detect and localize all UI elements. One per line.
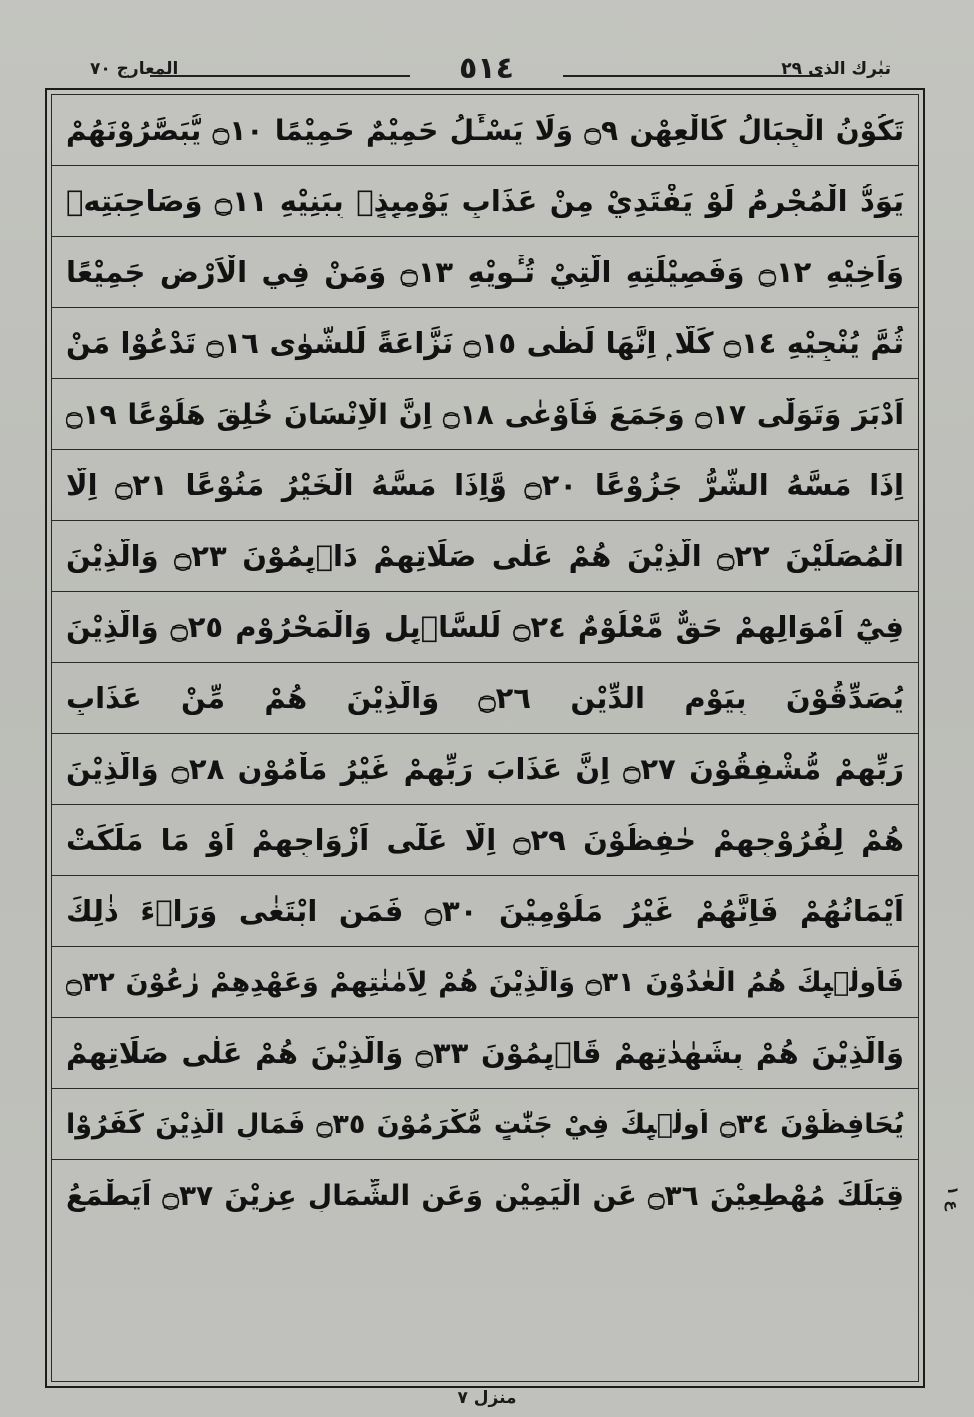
page-number: ٥١٤ [459, 51, 514, 86]
text-line-10 [52, 734, 918, 805]
text-line-7-text: الْمُصَلِّيْنَ ۝٢٢ الَّذِيْنَ هُمْ عَلٰى صَلَاتِهِمْ دَاۗىِٕمُوْنَ ۝٢٣ وَالَّذِيْنَ [66, 539, 904, 573]
page-header [40, 51, 933, 89]
text-line-3-text: وَاَخِيْهِ ۝١٢ وَفَصِيْلَتِهِ الَّتِيْ تُـْٔوِيْهِ ۝١٣ وَمَنْ فِي الْاَرْضِ جَمِيْعًا [66, 255, 904, 289]
text-line-9-text: يُصَدِّقُوْنَ بِيَوْمِ الدِّيْنِ ۝٢٦ وَالَّذِيْنَ هُمْ مِّنْ عَذَابِ [66, 681, 904, 715]
text-line-3 [52, 237, 918, 308]
text-frame [45, 88, 925, 1388]
text-line-1-text: تَكُوْنُ الْجِبَالُ كَالْعِهْنِ ۝٩ وَلَا يَسْـَٔلُ حَمِيْمٌ حَمِيْمًا ۝١٠ يُّبَصَّرُوْنَهُمْ [66, 113, 904, 147]
text-line-12 [52, 876, 918, 947]
text-line-2-text: يَوَدُّ الْمُجْرِمُ لَوْ يَفْتَدِيْ مِنْ عَذَابِ يَوْمِىِٕذٍۭ بِبَنِيْهِ ۝١١ وَصَاحِبَتِهٖ [66, 184, 904, 218]
text-line-11 [52, 805, 918, 876]
text-line-6-text: اِذَا مَسَّهُ الشَّرُّ جَزُوْعًا ۝٢٠ وَّاِذَا مَسَّهُ الْخَيْرُ مَنُوْعًا ۝٢١ اِلَّا [66, 468, 904, 502]
text-line-6 [52, 450, 918, 521]
text-line-5 [52, 379, 918, 450]
surah-name: المعارج ٧٠ [90, 59, 179, 79]
manzil-footer: منزل ٧ [457, 1388, 517, 1408]
text-line-9 [52, 663, 918, 734]
text-line-14-text: وَالَّذِيْنَ هُمْ بِشَهٰدٰتِهِمْ قَاۗىِٕمُوْنَ ۝٣٣ وَالَّذِيْنَ هُمْ عَلٰى صَلَاتِهِمْ [66, 1036, 904, 1070]
text-line-4-text: ثُمَّ يُنْجِيْهِ ۝١٤ كَلَّا ۭ اِنَّهَا لَظٰى ۝١٥ نَزَّاعَةً لِّلشَّوٰى ۝١٦ تَدْعُوْا مَنْ [66, 325, 904, 360]
text-line-8-text: فِيْٓ اَمْوَالِهِمْ حَقٌّ مَّعْلُوْمٌ ۝٢٤ لِّلسَّاۗىِٕلِ وَالْمَحْرُوْمِ ۝٢٥ وَالَّذِيْنَ [66, 610, 904, 644]
text-line-7 [52, 521, 918, 592]
text-line-12-text: اَيْمَانُهُمْ فَاِنَّهُمْ غَيْرُ مَلُوْمِيْنَ ۝٣٠ فَمَنِ ابْتَغٰى وَرَاۗءَ ذٰلِكَ [66, 894, 904, 928]
text-line-13-text: فَاُولٰۗىِٕكَ هُمُ الْعٰدُوْنَ ۝٣١ وَالَّذِيْنَ هُمْ لِاَمٰنٰتِهِمْ وَعَهْدِهِمْ رٰعُوْنَ ۝٣٢ [66, 966, 904, 998]
text-line-1 [52, 95, 918, 166]
juz-name: تبٰرك الذی ٢٩ [781, 59, 891, 79]
text-line-8 [52, 592, 918, 663]
ruku-marker: ع ١ [944, 1185, 962, 1211]
text-line-10-text: رَبِّهِمْ مُّشْفِقُوْنَ ۝٢٧ اِنَّ عَذَابَ رَبِّهِمْ غَيْرُ مَاْمُوْنٍ ۝٢٨ وَالَّذِيْنَ [66, 752, 904, 786]
text-line-11-text: هُمْ لِفُرُوْجِهِمْ حٰفِظُوْنَ ۝٢٩ اِلَّا عَلٰٓى اَزْوَاجِهِمْ اَوْ مَا مَلَكَتْ [66, 823, 904, 857]
text-line-13 [52, 947, 918, 1018]
text-line-5-text: اَدْبَرَ وَتَوَلّٰى ۝١٧ وَجَمَعَ فَاَوْعٰى ۝١٨ اِنَّ الْاِنْسَانَ خُلِقَ هَلُوْعًا ۝١٩ [66, 397, 904, 431]
text-line-16 [52, 1160, 918, 1231]
text-frame-inner [51, 94, 919, 1382]
text-line-14 [52, 1018, 918, 1089]
text-line-15-text: يُحَافِظُوْنَ ۝٣٤ اُولٰۗىِٕكَ فِيْ جَنّٰتٍ مُّكْرَمُوْنَ ۝٣٥ فَمَالِ الَّذِيْنَ كَفَرُوْا [66, 1108, 904, 1140]
text-line-16-text: قِبَلَكَ مُهْطِعِيْنَ ۝٣٦ عَنِ الْيَمِيْنِ وَعَنِ الشِّمَالِ عِزِيْنَ ۝٣٧ اَيَطْمَعُ [66, 1179, 904, 1212]
text-line-4 [52, 308, 918, 379]
text-line-15 [52, 1089, 918, 1160]
text-line-2 [52, 166, 918, 237]
